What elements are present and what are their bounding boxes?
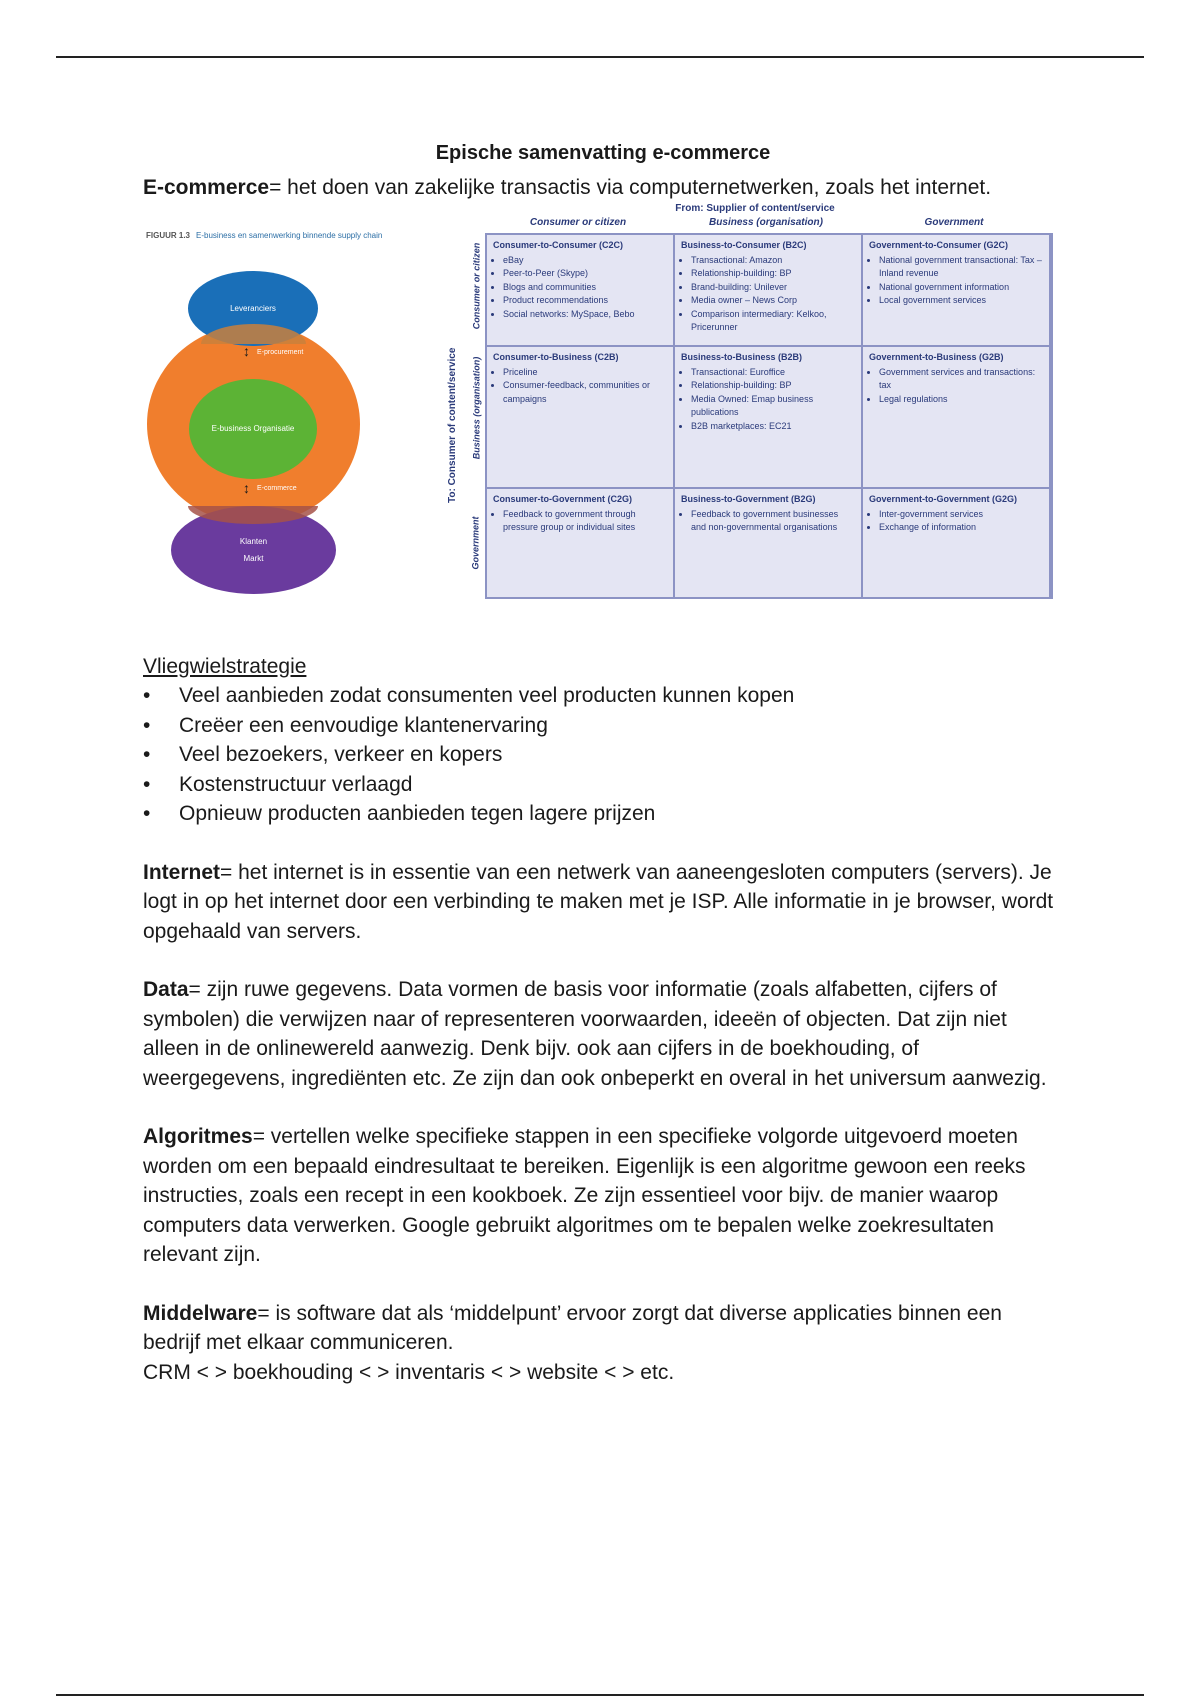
cell-item: • Local government services (879, 294, 1043, 308)
cell-item: • Comparison intermediary: Kelkoo, Pricerunner (691, 308, 855, 335)
list-item: • Opnieuw producten aanbieden tegen lagere prijzen (143, 799, 1063, 829)
cell-item: • B2B marketplaces: EC21 (691, 420, 855, 434)
procurement-label: E-procurement (257, 348, 304, 356)
cell-title: Consumer-to-Government (C2G) (493, 493, 633, 504)
commerce-arrow-icon: ↕ (243, 479, 250, 496)
matrix-cell-g2b (863, 347, 1049, 487)
matrix-cell-b2b (675, 347, 861, 487)
matrix-cell-b2g (675, 489, 861, 597)
footer-rule (56, 1694, 1144, 1696)
cell-item: • Inter-government services (879, 508, 1043, 522)
suppliers-label: Leveranciers (230, 303, 276, 313)
cell-item: • Feedback to government through pressure group or individual sites (503, 508, 667, 535)
matrix-to-label: To: Consumer of content/service (447, 347, 458, 503)
matrix-cell-g2c (863, 235, 1049, 345)
cell-item: • Consumer-feedback, communities or campaigns (503, 379, 667, 406)
ecommerce-matrix (447, 202, 1063, 603)
cell-item: • eBay (503, 254, 667, 268)
middleware-text: = is software dat als ‘middelpunt’ ervoor zorgt dat diverse applicaties binnen een bedrijf met elkaar communiceren. (143, 1301, 1002, 1354)
matrix-cell-g2g (863, 489, 1049, 597)
column-header: Government (924, 216, 984, 228)
list-item: • Creëer een eenvoudige klantenervaring (143, 711, 1063, 741)
data-text: = zijn ruwe gegevens. Data vormen de basis voor informatie (zoals alfabetten, cijfers of symbolen) die verwijzen naar of representeren voorwaarden, ideeën of objecten. Dat zijn niet alleen in de onlinewereld aanwezig. Denk bijv. ook aan cijfers in de boekhouding, of weergegevens, ingrediënten etc. Ze zijn dan ook onbeperkt en overal in het universum aanwezig. (143, 978, 1047, 1090)
cell-item: • Relationship-building: BP (691, 379, 855, 393)
organisation-circle (189, 379, 317, 479)
list-item: • Kostenstructuur verlaagd (143, 770, 1063, 800)
matrix-cell-c2g (487, 489, 673, 597)
matrix-cell-b2c (675, 235, 861, 345)
intro-paragraph (143, 173, 1063, 203)
flywheel-heading: Vliegwielstrategie (143, 654, 307, 678)
cell-title: Government-to-Consumer (G2C) (869, 239, 1009, 250)
cell-title: Business-to-Business (B2B) (681, 351, 803, 362)
cell-title: Consumer-to-Consumer (C2C) (493, 239, 624, 250)
customers-label: Klanten (239, 536, 268, 546)
cell-item: • Exchange of information (879, 521, 1043, 535)
data-term: Data (143, 978, 189, 1001)
cell-item: • Product recommendations (503, 294, 667, 308)
internet-paragraph (143, 858, 1063, 947)
cell-item: • Legal regulations (879, 393, 1043, 407)
cell-item: • Relationship-building: BP (691, 267, 855, 281)
organisation-label: E-business Organisatie (211, 424, 295, 433)
header-rule (56, 56, 1144, 58)
matrix-cell-c2c (487, 235, 673, 345)
crm-line: CRM < > boekhouding < > inventaris < > website < > etc. (143, 1360, 675, 1384)
market-label: Markt (243, 553, 264, 563)
row-header: Consumer or citizen (471, 242, 482, 329)
cell-item: • Government services and transactions: tax (879, 366, 1043, 393)
cell-item: • Media owner – News Corp (691, 294, 855, 308)
cell-item: • National government transactional: Tax – Inland revenue (879, 254, 1043, 281)
algorithms-paragraph (143, 1122, 1063, 1270)
figure-caption-text: E-business en samenwerking binnende supply chain (196, 230, 383, 240)
column-header: Business (organisation) (709, 216, 823, 228)
middleware-paragraph (143, 1299, 1063, 1358)
ebusiness-diagram (143, 231, 433, 601)
commerce-label: E-commerce (257, 484, 297, 492)
cell-item: • Brand-building: Unilever (691, 281, 855, 295)
algorithms-text: = vertellen welke specifieke stappen in een specifieke volgorde uitgevoerd moeten worden om een bepaald eindresultaat te bereiken. Eigenlijk is een algoritme gewoon een reeks instructies, zoals een recept in een kookboek. Ze zijn essentieel voor bijv. de manier waarop computers data verwerken. Google gebruikt algoritmes om te bepalen welke zoekresultaten relevant zijn. (143, 1125, 1026, 1266)
cell-item: • Feedback to government businesses and non-governmental organisations (691, 508, 855, 535)
intro-term: E-commerce (143, 176, 270, 199)
figure-area (143, 203, 1063, 608)
figure-caption (146, 231, 382, 240)
cell-title: Government-to-Business (G2B) (869, 351, 1004, 362)
cell-item: • Transactional: Amazon (691, 254, 855, 268)
data-paragraph (143, 975, 1063, 1093)
cell-title: Consumer-to-Business (C2B) (493, 351, 619, 362)
figure-number: FIGUUR 1.3 (146, 230, 191, 240)
cell-title: Government-to-Government (G2G) (869, 493, 1018, 504)
column-header: Consumer or citizen (529, 216, 627, 228)
cell-item: • Transactional: Euroffice (691, 366, 855, 380)
cell-item: • Peer-to-Peer (Skype) (503, 267, 667, 281)
procurement-arrow-icon: ↕ (243, 342, 250, 359)
document-title: Epische samenvatting e-commerce (435, 142, 771, 164)
cell-item: • National government information (879, 281, 1043, 295)
internet-term: Internet (143, 860, 221, 884)
cell-item: • Blogs and communities (503, 281, 667, 295)
cell-item: • Priceline (503, 366, 667, 380)
list-item: • Veel aanbieden zodat consumenten veel producten kunnen kopen (143, 681, 1063, 711)
cell-title: Business-to-Government (B2G) (681, 493, 816, 504)
matrix-cell-c2b (487, 347, 673, 487)
internet-text: = het internet is in essentie van een netwerk van aaneengesloten computers (servers). Je logt in op het internet door een verbinding te maken met je ISP. Alle informatie in je browser, wordt opgehaald van servers. (143, 860, 1054, 943)
cell-item: • Social networks: MySpace, Bebo (503, 308, 667, 322)
intro-text: = het doen van zakelijke transactis via computernetwerken, zoals het internet. (269, 176, 992, 199)
flywheel-list (143, 681, 1063, 829)
row-header: Government (470, 515, 481, 570)
matrix-from-label: From: Supplier of content/service (675, 202, 835, 214)
list-item: • Veel bezoekers, verkeer en kopers (143, 740, 1063, 770)
cell-title: Business-to-Consumer (B2C) (681, 239, 807, 250)
row-header: Business (organisation) (471, 356, 482, 459)
middleware-term: Middelware (143, 1301, 258, 1325)
algorithms-term: Algoritmes (143, 1125, 253, 1148)
document-page (143, 142, 1063, 1387)
matrix-grid (485, 233, 1053, 599)
cell-item: • Media Owned: Emap business publications (691, 393, 855, 420)
